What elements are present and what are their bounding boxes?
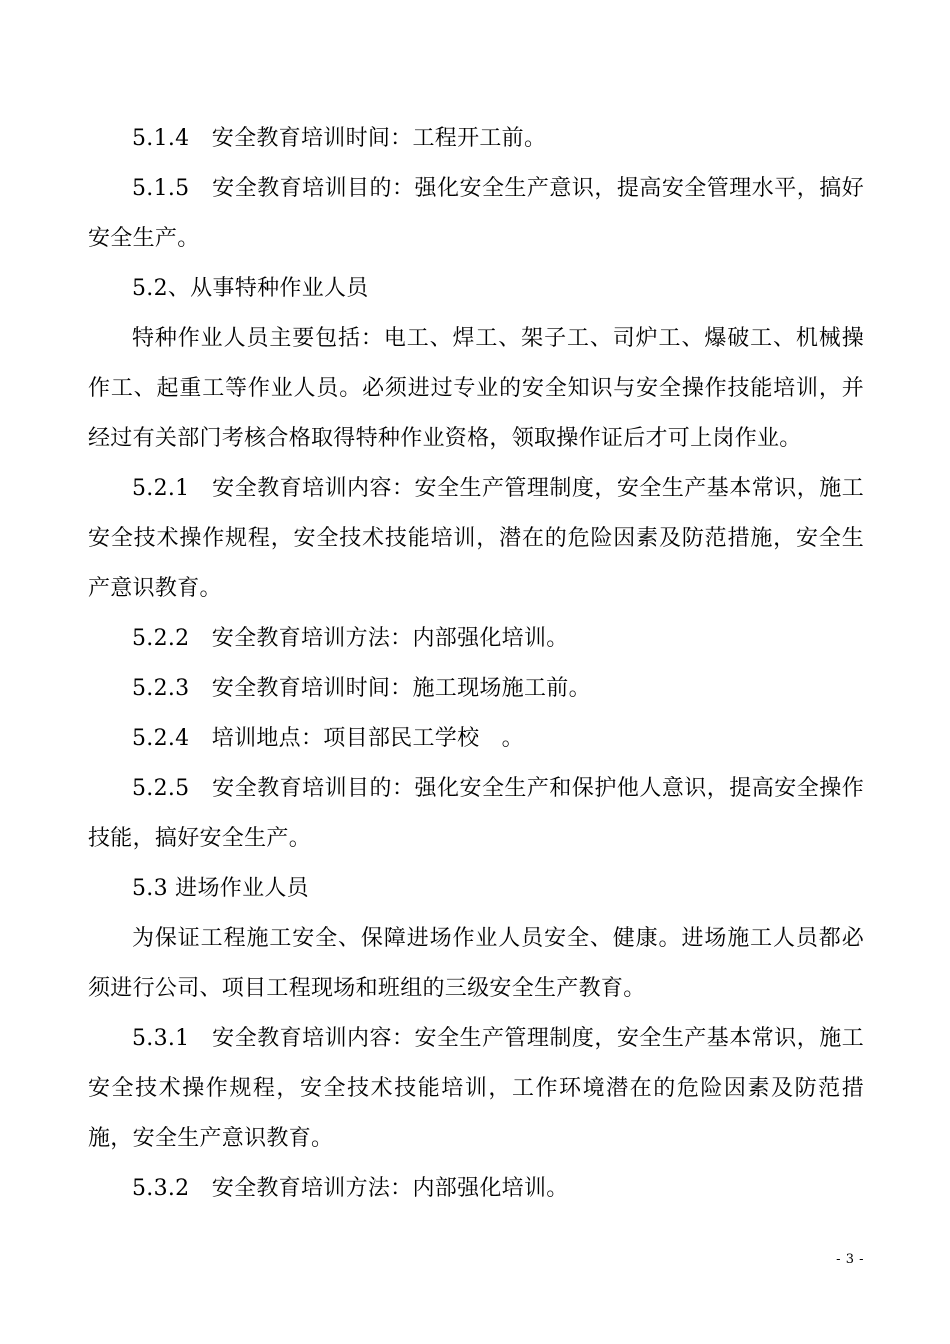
paragraph-5-2-1: 5.2.1 安全教育培训内容：安全生产管理制度，安全生产基本常识，施工安全技术操作规程，安全技术技能培训，潜在的危险因素及防范措施，安全生产意识教育。 [88, 476, 864, 601]
paragraph-5-2-4: 5.2.4 培训地点：项目部民工学校 。 [132, 726, 524, 751]
document-body [88, 114, 864, 1214]
paragraph-site-workers: 为保证工程施工安全、保障进场作业人员安全、健康。进场施工人员都必须进行公司、项目工程现场和班组的三级安全生产教育。 [88, 926, 864, 1001]
paragraph-5-1-5: 5.1.5 安全教育培训目的：强化安全生产意识，提高安全管理水平，搞好安全生产。 [88, 176, 864, 251]
paragraph-5-1-4: 5.1.4 安全教育培训时间：工程开工前。 [132, 126, 547, 151]
paragraph-5-2-5: 5.2.5 安全教育培训目的：强化安全生产和保护他人意识，提高安全操作技能，搞好安全生产。 [88, 776, 864, 851]
section-heading-5-3: 5.3 进场作业人员 [132, 876, 309, 901]
page-number: - 3 - [836, 1252, 864, 1267]
section-heading-5-2: 5.2、从事特种作业人员 [132, 276, 369, 301]
paragraph-5-3-2: 5.3.2 安全教育培训方法：内部强化培训。 [132, 1176, 569, 1201]
paragraph-5-3-1: 5.3.1 安全教育培训内容：安全生产管理制度，安全生产基本常识，施工安全技术操作规程，安全技术技能培训，工作环境潜在的危险因素及防范措施，安全生产意识教育。 [88, 1026, 864, 1151]
paragraph-5-2-3: 5.2.3 安全教育培训时间：施工现场施工前。 [132, 676, 591, 701]
paragraph-5-2-2: 5.2.2 安全教育培训方法：内部强化培训。 [132, 626, 569, 651]
paragraph-special-workers: 特种作业人员主要包括：电工、焊工、架子工、司炉工、爆破工、机械操作工、起重工等作业人员。必须进过专业的安全知识与安全操作技能培训，并经过有关部门考核合格取得特种作业资格，领取操作证后才可上岗作业。 [88, 326, 864, 451]
